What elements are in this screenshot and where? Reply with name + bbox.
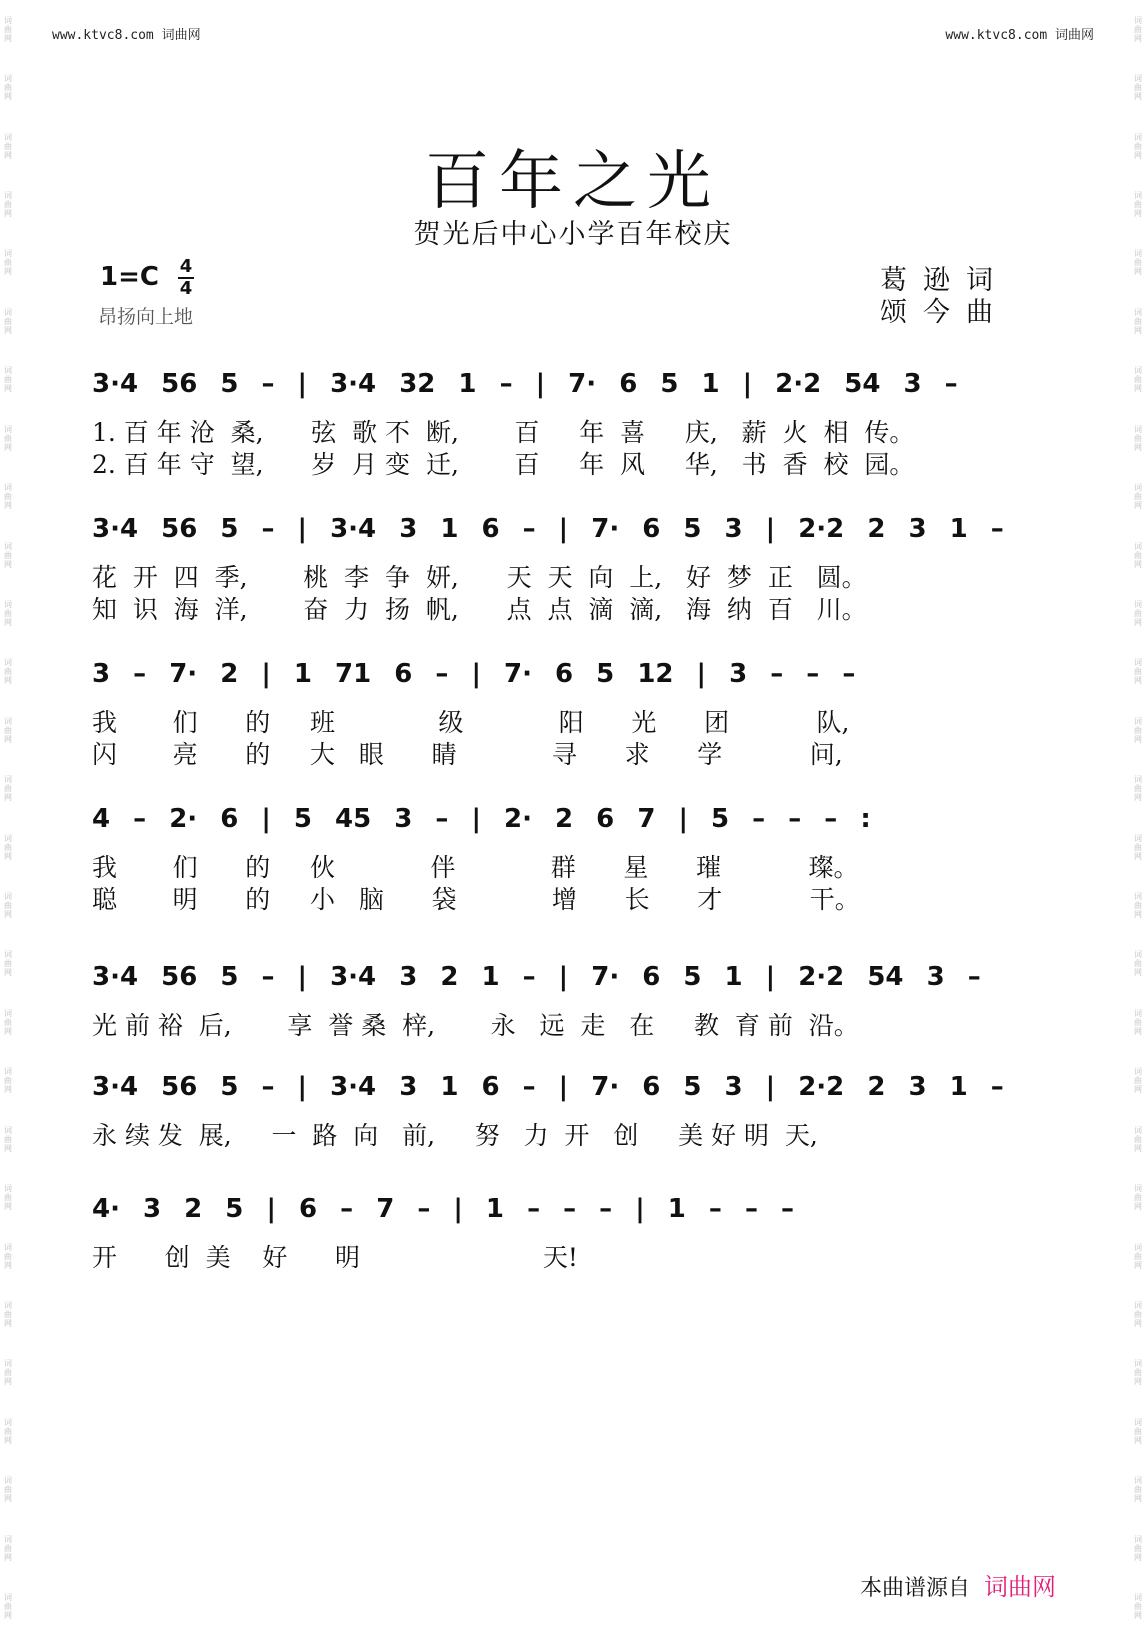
watermark-text: 词曲网 bbox=[3, 132, 13, 160]
watermark-text: 词曲网 bbox=[1133, 950, 1143, 978]
time-signature-top: 4 bbox=[179, 256, 193, 277]
lyric-line: 我 们 的 班 级 阳 光 团 队, bbox=[92, 708, 850, 737]
site-url-left[interactable]: www.ktvc8.com 词曲网 bbox=[52, 28, 201, 43]
notes-line: 3·4 56 5 – | 3·4 3 2 1 – | 7· 6 5 1 | 2·2 54 3 – bbox=[92, 962, 981, 992]
watermark-text: 词曲网 bbox=[3, 1359, 13, 1387]
watermark-text: 词曲网 bbox=[1133, 1359, 1143, 1387]
watermark-text: 词曲网 bbox=[3, 1125, 13, 1153]
watermark-text: 词曲网 bbox=[3, 541, 13, 569]
watermark-text: 词曲网 bbox=[3, 1417, 13, 1445]
watermark-text: 词曲网 bbox=[1133, 424, 1143, 452]
watermark-text: 词曲网 bbox=[3, 833, 13, 861]
lyric-line: 知 识 海 洋, 奋 力 扬 帆, 点 点 滴 滴, 海 纳 百 川。 bbox=[92, 595, 867, 624]
watermark-text: 词曲网 bbox=[1133, 775, 1143, 803]
watermark-text: 词曲网 bbox=[3, 658, 13, 686]
lyricist-credit: 葛逊词 bbox=[880, 265, 1009, 296]
footer-credit bbox=[860, 1567, 1056, 1602]
lyric-line: 闪 亮 的 大 眼 睛 寻 求 学 问, bbox=[92, 740, 843, 769]
watermark-text: 词曲网 bbox=[3, 1242, 13, 1270]
watermark-text: 词曲网 bbox=[1133, 74, 1143, 102]
watermark-text: 词曲网 bbox=[1133, 249, 1143, 277]
watermark-text: 词曲网 bbox=[1133, 1593, 1143, 1621]
lyric-line: 2. 百 年 守 望, 岁 月 变 迁, 百 年 风 华, 书 香 校 园。 bbox=[92, 450, 915, 479]
watermark-text: 词曲网 bbox=[3, 366, 13, 394]
watermark-text: 词曲网 bbox=[3, 716, 13, 744]
notes-line: 3 – 7· 2 | 1 71 6 – | 7· 6 5 12 | 3 – – – bbox=[92, 659, 856, 689]
watermark-text: 词曲网 bbox=[3, 1184, 13, 1212]
watermark-text: 词曲网 bbox=[3, 74, 13, 102]
watermark-text: 词曲网 bbox=[1133, 1067, 1143, 1095]
watermark-text: 词曲网 bbox=[3, 775, 13, 803]
watermark-text: 词曲网 bbox=[1133, 1184, 1143, 1212]
watermark-text: 词曲网 bbox=[3, 1067, 13, 1095]
watermark-text: 词曲网 bbox=[1133, 1125, 1143, 1153]
watermark-text: 词曲网 bbox=[3, 1593, 13, 1621]
watermark-text: 词曲网 bbox=[1133, 833, 1143, 861]
site-url-right[interactable]: www.ktvc8.com 词曲网 bbox=[945, 28, 1094, 43]
song-subtitle: 贺光后中心小学百年校庆 bbox=[413, 219, 733, 250]
watermark-text: 词曲网 bbox=[1133, 190, 1143, 218]
key-signature: 1=C bbox=[100, 262, 159, 292]
watermark-text: 词曲网 bbox=[1133, 15, 1143, 43]
watermark-text: 词曲网 bbox=[3, 1534, 13, 1562]
lyric-line: 永 续 发 展, 一 路 向 前, 努 力 开 创 美 好 明 天, bbox=[92, 1121, 818, 1150]
watermark-text: 词曲网 bbox=[1133, 1242, 1143, 1270]
watermark-text: 词曲网 bbox=[3, 1300, 13, 1328]
tempo-marking: 昂扬向上地 bbox=[98, 306, 194, 328]
watermark-text: 词曲网 bbox=[3, 307, 13, 335]
watermark-text: 词曲网 bbox=[1133, 366, 1143, 394]
watermark-text: 词曲网 bbox=[1133, 658, 1143, 686]
watermark-text: 词曲网 bbox=[1133, 1534, 1143, 1562]
watermark-text: 词曲网 bbox=[3, 190, 13, 218]
watermark-text: 词曲网 bbox=[3, 950, 13, 978]
watermark-text: 词曲网 bbox=[3, 424, 13, 452]
watermark-text: 词曲网 bbox=[3, 249, 13, 277]
notes-line: 3·4 56 5 – | 3·4 3 1 6 – | 7· 6 5 3 | 2·2 2 3 1 – bbox=[92, 1072, 1004, 1102]
watermark-text: 词曲网 bbox=[1133, 1008, 1143, 1036]
lyric-line: 我 们 的 伙 伴 群 星 璀 璨。 bbox=[92, 853, 859, 882]
lyric-line: 聪 明 的 小 脑 袋 增 长 才 干。 bbox=[92, 885, 860, 914]
watermark-text: 词曲网 bbox=[1133, 716, 1143, 744]
notes-line: 3·4 56 5 – | 3·4 32 1 – | 7· 6 5 1 | 2·2 54 3 – bbox=[92, 369, 958, 399]
lyric-line: 光 前 裕 后, 享 誉 桑 梓, 永 远 走 在 教 育 前 沿。 bbox=[92, 1011, 859, 1040]
watermark-text: 词曲网 bbox=[3, 599, 13, 627]
watermark-text: 词曲网 bbox=[1133, 1417, 1143, 1445]
notes-line: 3·4 56 5 – | 3·4 3 1 6 – | 7· 6 5 3 | 2·2 2 3 1 – bbox=[92, 514, 1004, 544]
lyric-line: 花 开 四 季, 桃 李 争 妍, 天 天 向 上, 好 梦 正 圆。 bbox=[92, 563, 867, 592]
watermark-text: 词曲网 bbox=[3, 892, 13, 920]
time-signature-bottom: 4 bbox=[179, 278, 193, 299]
watermark-text: 词曲网 bbox=[1133, 599, 1143, 627]
watermark-text: 词曲网 bbox=[3, 483, 13, 511]
footer-brand-link[interactable]: 词曲网 bbox=[984, 1573, 1056, 1601]
lyric-line: 开 创 美 好 明 天! bbox=[92, 1243, 578, 1272]
watermark-text: 词曲网 bbox=[1133, 1476, 1143, 1504]
lyric-line: 1. 百 年 沧 桑, 弦 歌 不 断, 百 年 喜 庆, 薪 火 相 传。 bbox=[92, 418, 915, 447]
watermark-text: 词曲网 bbox=[1133, 892, 1143, 920]
watermark-text: 词曲网 bbox=[1133, 1300, 1143, 1328]
watermark-text: 词曲网 bbox=[1133, 483, 1143, 511]
footer-source-text: 本曲谱源自 bbox=[859, 1576, 970, 1601]
song-title: 百年之光 bbox=[425, 145, 721, 219]
watermark-text: 词曲网 bbox=[3, 1008, 13, 1036]
watermark-text: 词曲网 bbox=[1133, 132, 1143, 160]
watermark-text: 词曲网 bbox=[3, 15, 13, 43]
watermark-text: 词曲网 bbox=[1133, 541, 1143, 569]
time-signature bbox=[178, 258, 194, 298]
watermark-text: 词曲网 bbox=[1133, 307, 1143, 335]
notes-line: 4 – 2· 6 | 5 45 3 – | 2· 2 6 7 | 5 – – – : bbox=[92, 804, 871, 834]
watermark-text: 词曲网 bbox=[3, 1476, 13, 1504]
notes-line: 4· 3 2 5 | 6 – 7 – | 1 – – – | 1 – – – bbox=[92, 1194, 795, 1224]
composer-credit: 颂今曲 bbox=[880, 297, 1009, 328]
